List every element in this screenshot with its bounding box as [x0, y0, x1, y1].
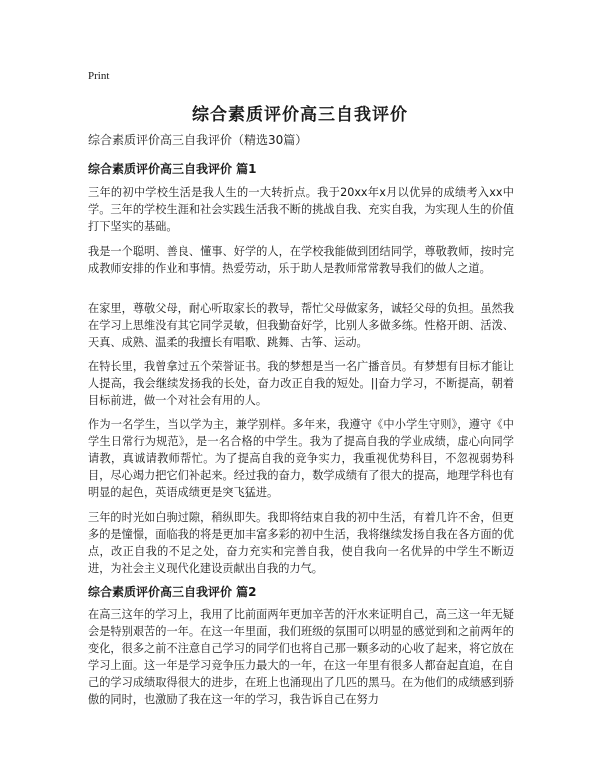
- paragraph: 在特长里，我曾拿过五个荣誉证书。我的梦想是当一名广播音员。有梦想有目标才能让人提高，我会继续发扬我的长处，奋力改正自我的短处。||奋力学习，不断提高，朝着目标前进，做一个对社会有用的人。: [88, 360, 514, 407]
- page-subtitle: 综合素质评价高三自我评价（精选30篇）: [88, 133, 308, 147]
- paragraph: 三年的初中学校生活是我人生的一大转折点。我于20xx年x月以优异的成绩考入xx中学。三年的学校生涯和社会实践生活我不断的挑战自我、充实自我，为实现人生的价值打下坚实的基础。: [88, 186, 514, 233]
- section-heading-2: 综合素质评价高三自我评价 篇2: [88, 585, 257, 599]
- paragraph: 在高三这年的学习上，我用了比前面两年更加辛苦的汗水来证明自己，高三这一年无疑会是特别艰苦的一年。在这一年里面，我们班级的氛围可以明显的感觉到和之前两年的变化，很多之前不注意自己学习的同学们也将自己那一颗多动的心收了起来，将它放在学习上面。这一年是学习竞争压力最大的一年，在这一年里有很多人都奋起直追，在自己的学习成绩取得很大的进步，在班上也涌现出了几匹的黑马。在为他们的成绩感到骄傲的同时，也激励了我在这一年的学习，我告诉自己在努力: [88, 608, 514, 706]
- page-title: 综合素质评价高三自我评价: [192, 105, 408, 125]
- paragraph: 在家里，尊敬父母，耐心听取家长的教导，帮忙父母做家务，诚轻父母的负担。虽然我在学习上思维没有其它同学灵敏，但我勤奋好学，比别人多做多练。性格开朗、活泼、天真、成熟、温柔的我擅长有唱歌、跳舞、古筝、运动。: [88, 302, 514, 349]
- paragraph: 三年的时光如白驹过隙，稍纵即失。我即将结束自我的初中生活，有着几许不舍，但更多的是憧憬，面临我的将是更加丰富多彩的初中生活，我将继续发扬自我在各方面的优点，改正自我的不足之处，奋力充实和完善自我，使自我向一名优异的中学生不断迈进，为社会主义现代化建设贡献出自我的力气。: [88, 511, 514, 575]
- paragraph: 我是一个聪明、善良、懂事、好学的人，在学校我能做到团结同学，尊敬教师，按时完成教师安排的作业和事情。热爱劳动，乐于助人是教师常常教导我们的做人之道。: [88, 245, 514, 275]
- print-label[interactable]: Print: [88, 70, 110, 82]
- section-heading-1: 综合素质评价高三自我评价 篇1: [88, 162, 257, 176]
- paragraph: 作为一名学生，当以学为主，兼学别样。多年来，我遵守《中小学生守则》，遵守《中学生日常行为规范》，是一名合格的中学生。我为了提高自我的学业成绩，虚心向同学请教，真诚请教师帮忙。为了提高自我的竞争实力，我重视优势科目，不忽视弱势科目，尽心竭力把它们补起来。经过我的奋力，数学成绩有了很大的提高，地理学科也有明显的起色，英语成绩更是突飞猛进。: [88, 418, 514, 499]
